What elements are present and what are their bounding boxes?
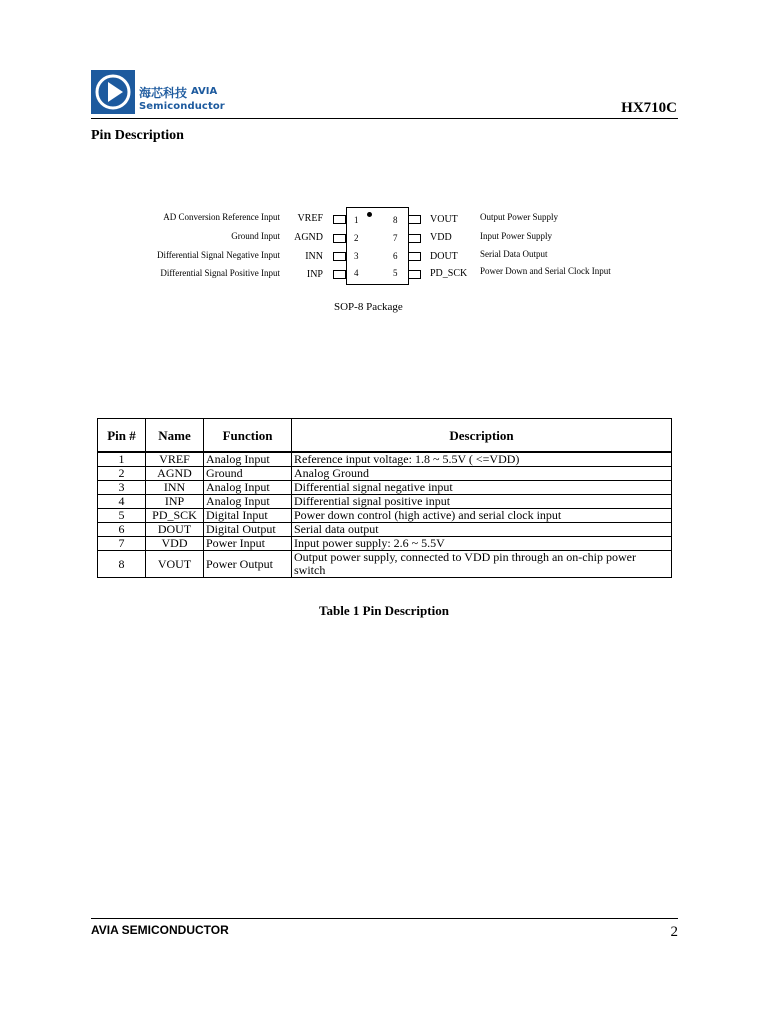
section-title: Pin Description [91,128,184,143]
pin-2-description: Ground Input [231,231,280,241]
pin-5-number: 5 [393,268,398,278]
logo-avia-text: AVIA [191,86,218,97]
pin-8-lead [408,215,421,224]
cell-pin: 1 [98,452,146,467]
pin-4-name: INP [306,269,323,280]
pin-8-name: VOUT [430,214,458,225]
cell-description: Input power supply: 2.6 ~ 5.5V [292,537,672,551]
cell-function: Power Output [204,551,292,578]
cell-name: PD_SCK [146,509,204,523]
pin-8-description: Output Power Supply [480,212,559,222]
table-caption: Table 1 Pin Description [319,603,449,618]
pin-7-number: 7 [393,233,398,243]
cell-function: Analog Input [204,452,292,467]
pin-3-name: INN [305,251,323,262]
cell-description: Output power supply, connected to VDD pin through an on-chip power switch [292,551,672,578]
pin-8-number: 8 [393,215,398,225]
company-logo [91,70,229,116]
cell-description: Differential signal negative input [292,481,672,495]
pin-4-number: 4 [354,268,359,278]
pin-7-description: Input Power Supply [480,231,552,241]
table-row [98,523,672,537]
pin-7-name: VDD [430,232,452,243]
cell-description: Analog Ground [292,467,672,481]
cell-function: Digital Input [204,509,292,523]
pin-5-description: Power Down and Serial Clock Input [480,266,611,276]
pin-6-lead [408,252,421,261]
cell-pin: 7 [98,537,146,551]
cell-pin: 6 [98,523,146,537]
part-number: HX710C [621,100,677,116]
pin-6-number: 6 [393,251,398,261]
cell-function: Ground [204,467,292,481]
cell-name: INP [146,495,204,509]
play-triangle-icon [91,70,135,114]
cell-function: Analog Input [204,495,292,509]
pin-4-description: Differential Signal Positive Input [160,268,280,278]
cell-pin: 8 [98,551,146,578]
column-header-function: Function [204,419,292,453]
pin-5-name: PD_SCK [430,268,468,279]
pin-6-name: DOUT [430,251,458,262]
table-row [98,509,672,523]
table-row [98,452,672,467]
column-header-pin: Pin # [98,419,146,453]
pin-1-name: VREF [297,213,323,224]
pin-1-number: 1 [354,215,359,225]
header-divider [91,118,678,119]
table-row [98,551,672,578]
cell-function: Power Input [204,537,292,551]
pin-4-lead [333,270,346,279]
cell-pin: 4 [98,495,146,509]
pin-5-lead [408,270,421,279]
pin1-dot-icon [367,212,372,217]
pin-3-lead [333,252,346,261]
column-header-description: Description [292,419,672,453]
pin-7-lead [408,234,421,243]
logo-semiconductor-text: Semiconductor [139,101,225,112]
cell-description: Power down control (high active) and serial clock input [292,509,672,523]
page-number: 2 [670,924,678,940]
pin-3-number: 3 [354,251,359,261]
table-row [98,537,672,551]
footer-company: AVIA SEMICONDUCTOR [91,923,229,937]
pin-2-number: 2 [354,233,359,243]
cell-name: VOUT [146,551,204,578]
table-header-row [98,419,672,453]
cell-name: VREF [146,452,204,467]
pin-2-name: AGND [294,232,323,243]
table-row [98,481,672,495]
cell-pin: 3 [98,481,146,495]
cell-pin: 5 [98,509,146,523]
pin-2-lead [333,234,346,243]
table-row [98,467,672,481]
cell-name: INN [146,481,204,495]
cell-name: AGND [146,467,204,481]
pin-6-description: Serial Data Output [480,249,548,259]
cell-name: DOUT [146,523,204,537]
cell-description: Differential signal positive input [292,495,672,509]
package-label: SOP-8 Package [334,301,403,313]
cell-function: Digital Output [204,523,292,537]
table-row [98,495,672,509]
pin-3-description: Differential Signal Negative Input [156,250,280,260]
cell-description: Serial data output [292,523,672,537]
column-header-name: Name [146,419,204,453]
cell-function: Analog Input [204,481,292,495]
cell-pin: 2 [98,467,146,481]
pin-1-lead [333,215,346,224]
cell-description: Reference input voltage: 1.8 ~ 5.5V ( <=VDD) [292,452,672,467]
cell-name: VDD [146,537,204,551]
pin-description-table [97,418,672,578]
logo-chinese-text: 海芯科技 [139,86,188,100]
pin-1-description: AD Conversion Reference Input [163,212,280,222]
footer-divider [91,918,678,919]
